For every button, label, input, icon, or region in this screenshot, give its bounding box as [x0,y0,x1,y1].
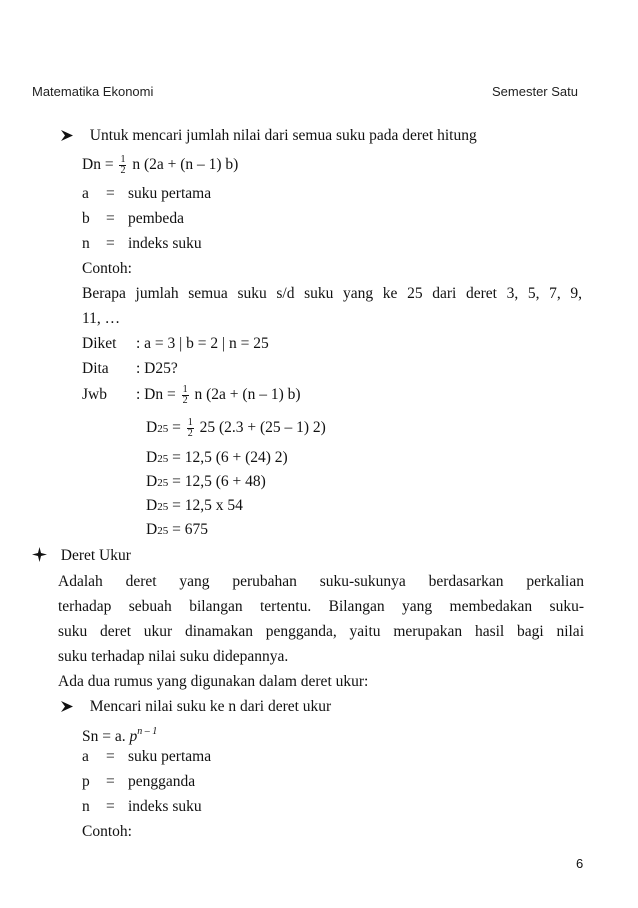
arrow-bullet-item: Mencari nilai suku ke n dari deret ukur [60,697,331,717]
diamond-bullet-icon [32,547,47,562]
solution-step: D25 = 675 [146,521,208,538]
fraction-half: $\frac{1}{2}$ [182,384,188,406]
definition-row: n = indeks suku [82,235,202,252]
definition-row: a = suku pertama [82,748,212,765]
solution-step: D25 = 12,5 (6 + (24) 2) [146,449,288,466]
section-heading: Deret Ukur [32,546,131,566]
page-number: 6 [576,856,584,871]
definition-row: b = pembeda [82,210,184,227]
running-header-left: Matematika Ekonomi [32,84,154,99]
bullet-title: Untuk mencari jumlah nilai dari semua suku pada deret hitung [89,127,477,144]
fraction-half: $\frac{1}{2}$ [120,154,126,176]
formula-dn: Dn = $\frac{1}{2}$ n (2a + (n – 1) b) [82,154,239,176]
solution-step: D25 = 12,5 (6 + 48) [146,473,266,490]
example-label: Contoh: [82,260,132,277]
paragraph-line: Adalah deret yang perubahan suku-sukunya berdasarkan perkalian [58,573,584,590]
example-label: Contoh: [82,823,132,840]
definition-row: n = indeks suku [82,798,202,815]
diket-row: Diket : a = 3 | b = 2 | n = 25 [82,335,269,352]
paragraph-line: terhadap sebuah bilangan tertentu. Bilangan yang membedakan suku- [58,598,584,615]
definition-row: p = pengganda [82,773,196,790]
paragraph-line: suku terhadap nilai suku didepannya. [58,648,289,665]
arrow-bullet-item [60,126,477,146]
question-line: Berapa jumlah semua suku s/d suku yang ke 25 dari deret 3, 5, 7, 9, [82,285,582,302]
definition-row: a = suku pertama [82,185,212,202]
paragraph-line: Ada dua rumus yang digunakan dalam deret ukur: [58,673,369,690]
jwb-row: Jwb : Dn = $\frac{1}{2}$ n (2a + (n – 1) b) [82,384,301,406]
running-header-right: Semester Satu [492,84,578,99]
dita-row: Dita : D25? [82,360,178,377]
solution-step: D25 = $\frac{1}{2}$ 25 (2.3 + (25 – 1) 2) [146,417,326,439]
arrow-bullet-icon [60,129,74,142]
fraction-half: $\frac{1}{2}$ [187,417,193,439]
question-line: 11, … [82,310,121,327]
paragraph-line: suku deret ukur dinamakan pengganda, yaitu merupakan hasil bagi nilai [58,623,584,640]
arrow-bullet-icon [60,700,74,713]
solution-step: D25 = 12,5 x 54 [146,497,243,514]
formula-sn: Sn = a. $p^{n - 1}$ [82,726,158,745]
